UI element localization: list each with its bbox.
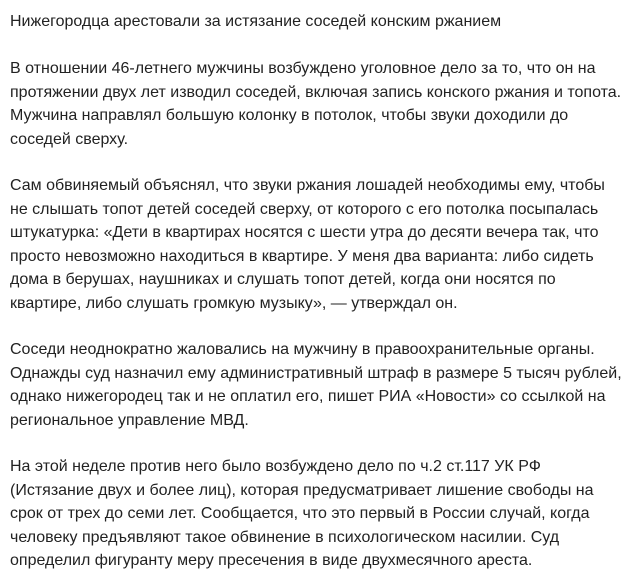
article-paragraph-2: Сам обвиняемый объяснял, что звуки ржания лошадей необходимы ему, чтобы не слышать топот детей соседей сверху, от которого с его потолка посыпалась штукатурка: «Дети в квартирах носятся с шести утра до десяти вечера так, что просто невозможно находиться в квартире. У меня два варианта: либо сидеть дома в берушах, наушниках и слушать топот детей, когда они носятся по квартире, либо слушать громкую музыку», — утверждал он. (10, 177, 605, 312)
article-headline: Нижегородца арестовали за истязание соседей конским ржанием (10, 13, 502, 30)
article-paragraph-3: Соседи неоднократно жаловались на мужчину в правоохранительные органы. Однажды суд назначил ему административный штраф в размере 5 тысяч рублей, однако нижегородец так и не оплатил его, пишет РИА «Новости» со ссылкой на региональное управление МВД. (10, 341, 622, 429)
article-paragraph-4: На этой неделе против него было возбуждено дело по ч.2 ст.117 УК РФ (Истязание двух и более лиц), которая предусматривает лишение свободы на срок от трех до семи лет. Сообщается, что это первый в России случай, когда человеку предъявляют такое обвинение в психологическом насилии. Суд определил фигуранту меру пресечения в виде двухмесячного ареста. (10, 458, 594, 569)
article (10, 0, 622, 573)
article-paragraph-1: В отношении 46-летнего мужчины возбуждено уголовное дело за то, что он на протяжении двух лет изводил соседей, включая запись конского ржания и топота. Мужчина направлял большую колонку в потолок, чтобы звуки доходили до соседей сверху. (10, 60, 622, 148)
